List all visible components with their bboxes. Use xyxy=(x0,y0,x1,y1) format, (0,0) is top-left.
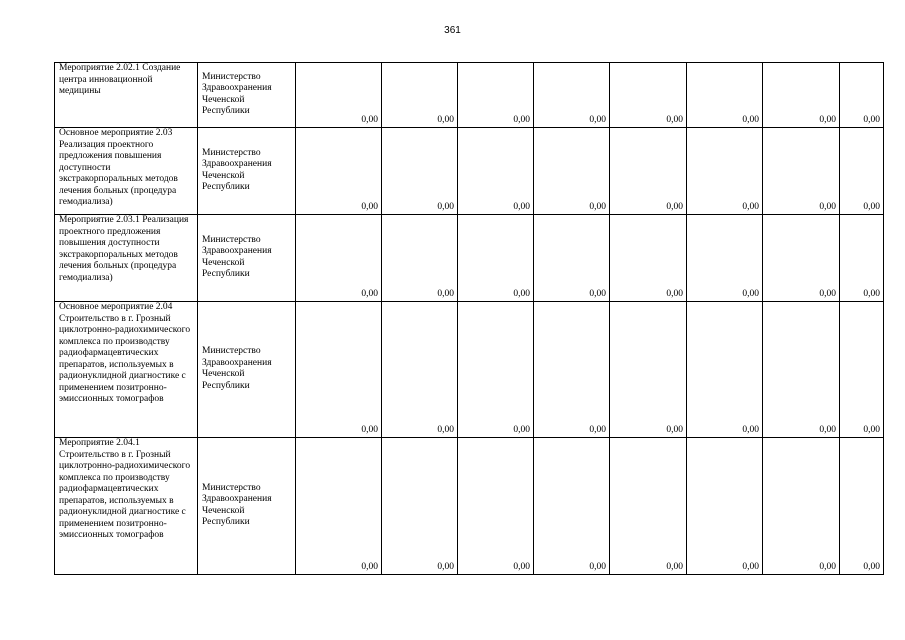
value-cell: 0,00 xyxy=(296,215,382,302)
value-cell: 0,00 xyxy=(840,302,884,438)
table-row xyxy=(55,302,884,438)
value-cell: 0,00 xyxy=(382,215,458,302)
activity-name-cell: Основное мероприятие 2.04 Строительство в г. Грозный циклотронно-радиохимического комплекса по производству радиофармацевтических препаратов, используемых в радионуклидной диагностике с применением позитронно-эмиссионных томографов xyxy=(55,302,198,438)
value-cell: 0,00 xyxy=(296,63,382,128)
value-cell: 0,00 xyxy=(458,128,534,215)
value-cell: 0,00 xyxy=(534,128,610,215)
value-cell: 0,00 xyxy=(296,128,382,215)
value-cell: 0,00 xyxy=(610,128,687,215)
activity-name-cell: Мероприятие 2.02.1 Создание центра инновационной медицины xyxy=(55,63,198,128)
value-cell: 0,00 xyxy=(534,215,610,302)
value-cell: 0,00 xyxy=(458,215,534,302)
value-cell: 0,00 xyxy=(687,215,763,302)
value-cell: 0,00 xyxy=(458,302,534,438)
value-cell: 0,00 xyxy=(610,438,687,575)
value-cell: 0,00 xyxy=(458,438,534,575)
table-row xyxy=(55,215,884,302)
value-cell: 0,00 xyxy=(296,438,382,575)
value-cell: 0,00 xyxy=(382,63,458,128)
value-cell: 0,00 xyxy=(610,63,687,128)
value-cell: 0,00 xyxy=(534,63,610,128)
value-cell: 0,00 xyxy=(610,302,687,438)
value-cell: 0,00 xyxy=(687,63,763,128)
activity-name-cell: Мероприятие 2.04.1 Строительство в г. Грозный циклотронно-радиохимического комплекса по производству радиофармацевтических препаратов, используемых в радионуклидной диагностике с применением позитронно-эмиссионных томографов xyxy=(55,438,198,575)
executor-cell: Министерство Здравоохранения Чеченской Республики xyxy=(198,63,296,128)
table-row xyxy=(55,128,884,215)
value-cell: 0,00 xyxy=(840,215,884,302)
value-cell: 0,00 xyxy=(763,302,840,438)
value-cell: 0,00 xyxy=(610,215,687,302)
executor-cell: Министерство Здравоохранения Чеченской Республики xyxy=(198,438,296,575)
value-cell: 0,00 xyxy=(840,438,884,575)
activity-name-cell: Основное мероприятие 2.03 Реализация проектного предложения повышения доступности экстракорпоральных методов лечения больных (процедура гемодиализа) xyxy=(55,128,198,215)
value-cell: 0,00 xyxy=(382,128,458,215)
activity-name-cell: Мероприятие 2.03.1 Реализация проектного предложения повышения доступности экстракорпоральных методов лечения больных (процедура гемодиализа) xyxy=(55,215,198,302)
value-cell: 0,00 xyxy=(763,63,840,128)
value-cell: 0,00 xyxy=(296,302,382,438)
executor-cell: Министерство Здравоохранения Чеченской Республики xyxy=(198,215,296,302)
value-cell: 0,00 xyxy=(382,302,458,438)
value-cell: 0,00 xyxy=(763,128,840,215)
value-cell: 0,00 xyxy=(687,302,763,438)
budget-table xyxy=(54,62,884,575)
table-row xyxy=(55,438,884,575)
table-row xyxy=(55,63,884,128)
executor-cell: Министерство Здравоохранения Чеченской Республики xyxy=(198,128,296,215)
value-cell: 0,00 xyxy=(687,128,763,215)
page-number: 361 xyxy=(444,25,461,36)
value-cell: 0,00 xyxy=(840,128,884,215)
value-cell: 0,00 xyxy=(763,215,840,302)
value-cell: 0,00 xyxy=(458,63,534,128)
value-cell: 0,00 xyxy=(840,63,884,128)
value-cell: 0,00 xyxy=(382,438,458,575)
value-cell: 0,00 xyxy=(534,438,610,575)
value-cell: 0,00 xyxy=(763,438,840,575)
value-cell: 0,00 xyxy=(687,438,763,575)
value-cell: 0,00 xyxy=(534,302,610,438)
executor-cell: Министерство Здравоохранения Чеченской Республики xyxy=(198,302,296,438)
